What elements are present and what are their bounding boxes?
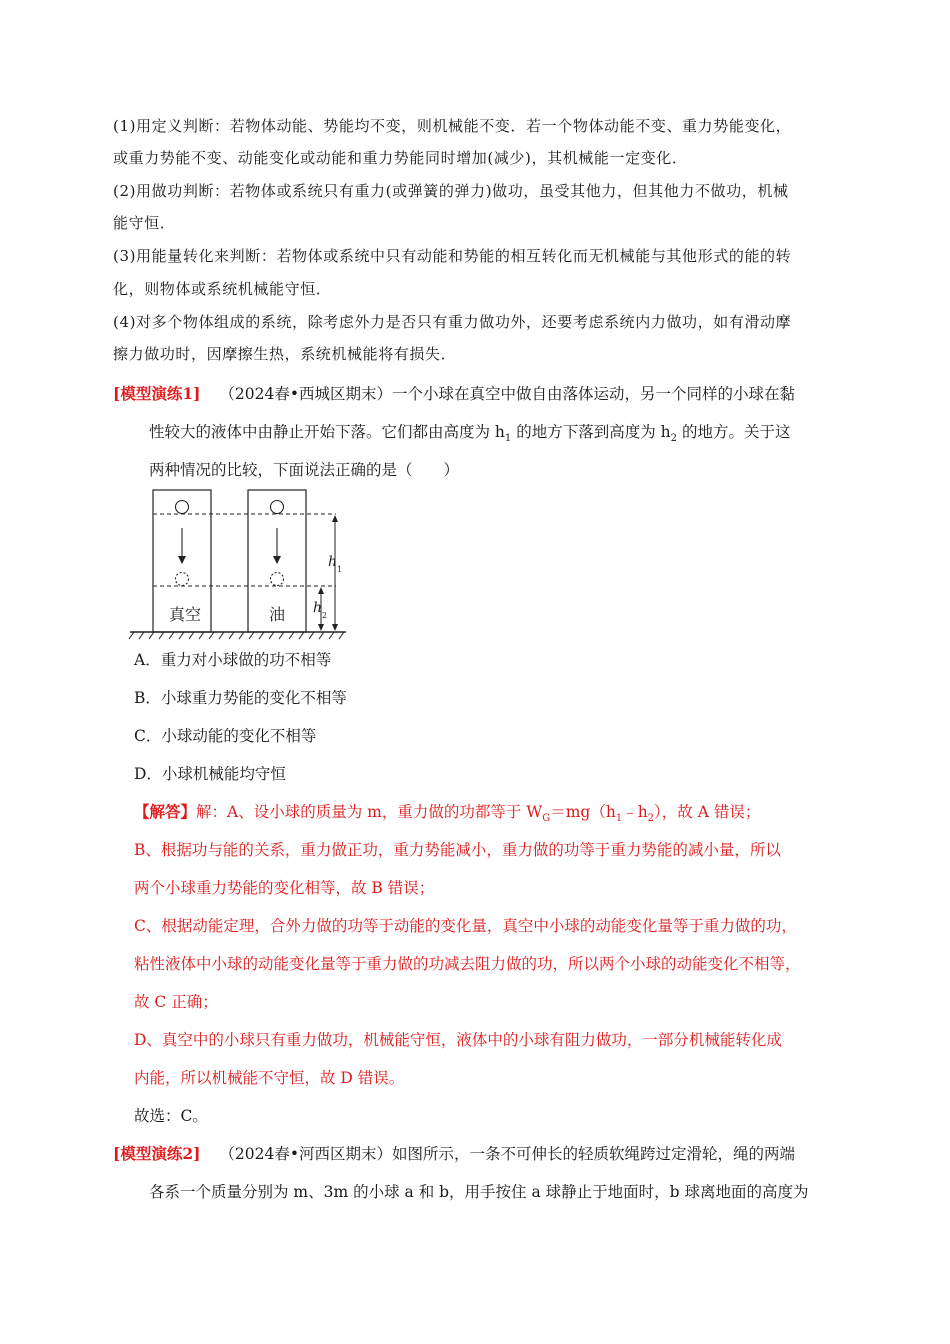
- option-d[interactable]: D．小球机械能均守恒: [134, 765, 286, 783]
- criteria-line-7: (4)对多个物体组成的系统，除考虑外力是否只有重力做功外，还要考虑系统内力做功，如有滑动摩: [113, 313, 792, 331]
- label-h1-sub: 1: [337, 565, 343, 574]
- criteria-line-8: 擦力做功时，因摩擦生热，系统机械能将有损失．: [113, 345, 457, 363]
- label-h2: h: [313, 600, 323, 616]
- answer-choice: 故选：C。: [134, 1107, 208, 1125]
- option-c[interactable]: C．小球动能的变化不相等: [134, 727, 317, 745]
- label-oil: 油: [269, 605, 286, 624]
- label-h2-sub: 2: [322, 611, 328, 620]
- arrowhead-vacuum: [178, 556, 186, 564]
- answer-line-7: D、真空中的小球只有重力做功，机械能守恒，液体中的小球有阻力做功，一部分机械能转化成: [134, 1031, 782, 1049]
- option-a[interactable]: A．重力对小球做的功不相等: [134, 651, 332, 669]
- criteria-line-2: 或重力势能不变、动能变化或动能和重力势能同时增加(减少)，其机械能一定变化．: [113, 149, 688, 167]
- ball-end-oil: [271, 573, 284, 586]
- answer-line-5: 粘性液体中小球的动能变化量等于重力做的功减去阻力做的功，所以两个小球的动能变化不相等，: [134, 955, 801, 973]
- wg-subscript: G: [542, 813, 551, 825]
- q2-line-1: [113, 1144, 795, 1164]
- option-b[interactable]: B．小球重力势能的变化不相等: [134, 689, 347, 707]
- answer-l1c: ﹣h: [622, 803, 648, 821]
- falling-ball-figure: [128, 484, 348, 644]
- answer-l1d: ），故 A 错误；: [654, 803, 761, 821]
- criteria-line-4: 能守恒．: [113, 214, 176, 232]
- answer-line-6: 故 C 正确；: [134, 993, 218, 1011]
- ans-h1-sub: 1: [615, 813, 623, 825]
- q1-stem-2b: 的地方下落到高度为 h: [511, 423, 671, 441]
- answer-line-2: B、根据功与能的关系，重力做正功，重力势能减小，重力做的功等于重力势能的减小量，所以: [134, 841, 781, 859]
- q2-stem-1: （2024春•河西区期末）如图所示，一条不可伸长的轻质软绳跨过定滑轮，绳的两端: [219, 1145, 795, 1163]
- q1-stem-2c: 的地方。关于这: [677, 423, 791, 441]
- criteria-line-1: (1)用定义判断：若物体动能、势能均不变，则机械能不变．若一个物体动能不变、重力势能变化，: [113, 117, 792, 135]
- q1-line-3: 两种情况的比较，下面说法正确的是（ ）: [149, 461, 460, 479]
- arrowhead-oil: [273, 556, 281, 564]
- criteria-line-3: (2)用做功判断：若物体或系统只有重力(或弹簧的弹力)做功，虽受其他力，但其他力不做功，机械: [113, 182, 789, 200]
- q1-line-2: [149, 422, 791, 445]
- h1-subscript: 1: [504, 433, 512, 445]
- ans-h2-sub: 2: [647, 813, 655, 825]
- answer-l1a: 解：A、设小球的质量为 m，重力做的功都等于 W: [196, 803, 543, 821]
- answer-l1b: ＝mg（h: [550, 803, 616, 821]
- label-h1: h: [328, 554, 338, 570]
- answer-line-3: 两个小球重力势能的变化相等，故 B 错误；: [134, 879, 435, 897]
- q1-tag: [模型演练1]: [113, 384, 201, 403]
- h2-subscript: 2: [670, 433, 678, 445]
- label-vacuum: 真空: [169, 605, 202, 624]
- answer-line-8: 内能，所以机械能不守恒，故 D 错误。: [134, 1069, 405, 1087]
- ball-end-vacuum: [176, 573, 189, 586]
- q2-tag: [模型演练2]: [113, 1144, 201, 1163]
- answer-line-4: C、根据动能定理，合外力做的功等于动能的变化量，真空中小球的动能变化量等于重力做的功，: [134, 917, 797, 935]
- q2-line-2: 各系一个质量分别为 m、3m 的小球 a 和 b，用手按住 a 球静止于地面时，b 球离地面的高度为: [149, 1183, 809, 1201]
- answer-tag: 【解答】: [134, 802, 197, 821]
- criteria-line-5: (3)用能量转化来判断：若物体或系统中只有动能和势能的相互转化而无机械能与其他形式的能的转: [113, 247, 792, 265]
- criteria-line-6: 化，则物体或系统机械能守恒．: [113, 280, 332, 298]
- ball-start-oil: [271, 501, 284, 514]
- answer-line-1: [134, 802, 761, 825]
- q1-line-1: [113, 384, 795, 404]
- q1-stem-2a: 性较大的液体中由静止开始下落。它们都由高度为 h: [149, 423, 505, 441]
- q1-stem-1: （2024春•西城区期末）一个小球在真空中做自由落体运动，另一个同样的小球在黏: [219, 385, 795, 403]
- ground-hatch: [129, 632, 344, 639]
- ball-start-vacuum: [176, 501, 189, 514]
